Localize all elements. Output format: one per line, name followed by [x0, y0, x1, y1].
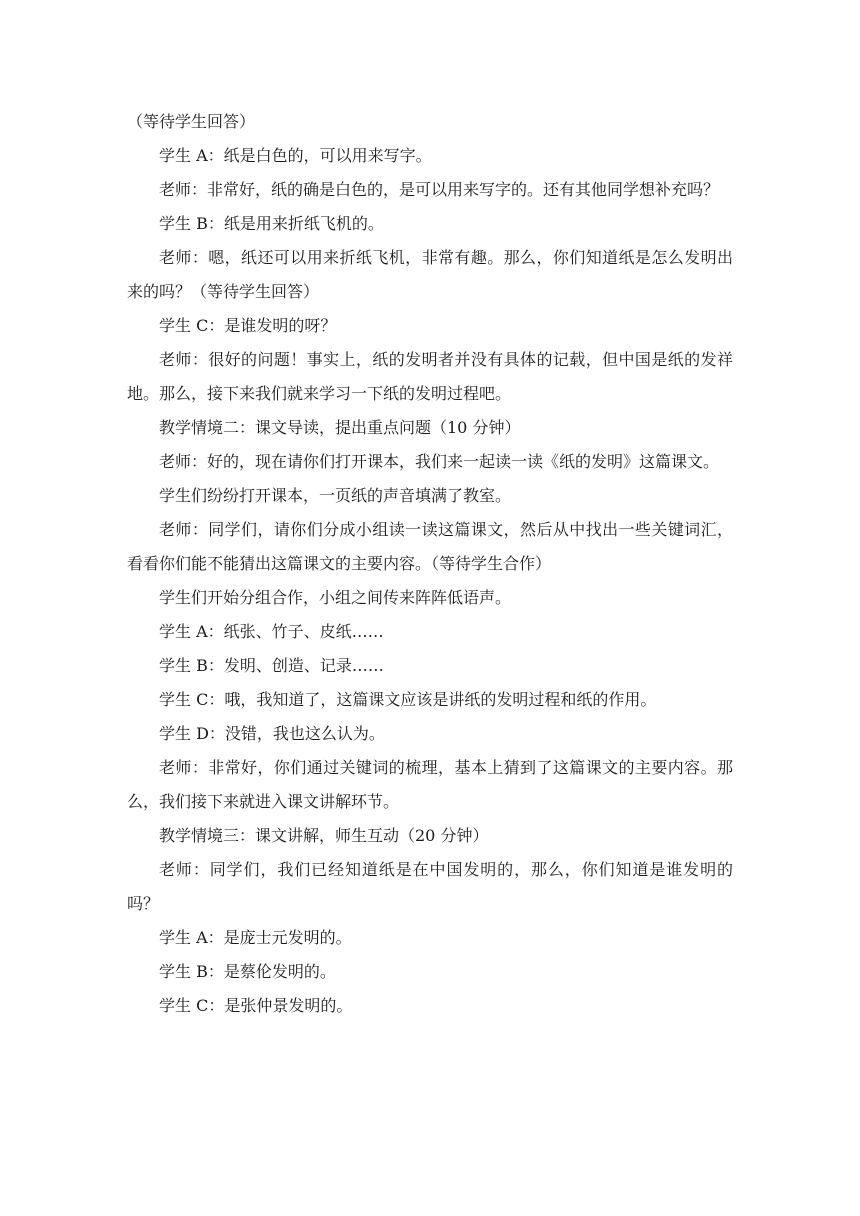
paragraph: 老师：很好的问题！事实上，纸的发明者并没有具体的记载，但中国是纸的发祥地。那么，接下来我们就来学习一下纸的发明过程吧。: [127, 350, 733, 403]
paragraph: 学生们纷纷打开课本，一页纸的声音填满了教室。: [159, 486, 512, 505]
paragraph: 老师：嗯，纸还可以用来折纸飞机，非常有趣。那么，你们知道纸是怎么发明出来的吗？（等待学生回答）: [127, 248, 733, 301]
paragraph: 学生 A：纸是白色的，可以用来写字。: [159, 146, 432, 165]
section-heading: 教学情境三：课文讲解，师生互动（20 分钟）: [159, 826, 489, 845]
paragraph: 老师：非常好，你们通过关键词的梳理，基本上猜到了这篇课文的主要内容。那么，我们接下来就进入课文讲解环节。: [127, 758, 733, 811]
document-body: [127, 105, 733, 1023]
paragraph: 老师：同学们，我们已经知道纸是在中国发明的，那么，你们知道是谁发明的吗？: [127, 860, 733, 913]
paragraph: 老师：同学们，请你们分成小组读一读这篇课文，然后从中找出一些关键词汇，看看你们能不能猜出这篇课文的主要内容。（等待学生合作）: [127, 520, 733, 573]
paragraph: 学生 B：是蔡伦发明的。: [159, 962, 336, 981]
paragraph: 老师：好的，现在请你们打开课本，我们来一起读一读《纸的发明》这篇课文。: [159, 452, 720, 471]
paragraph: 学生 A：纸张、竹子、皮纸……: [159, 622, 384, 641]
paragraph: 学生 B：发明、创造、记录……: [159, 656, 384, 675]
paragraph: （等待学生回答）: [127, 112, 256, 131]
paragraph: 学生 D：没错，我也这么认为。: [159, 724, 385, 743]
paragraph: 学生们开始分组合作，小组之间传来阵阵低语声。: [159, 588, 512, 607]
paragraph: 学生 C：是张仲景发明的。: [159, 996, 353, 1015]
paragraph: 学生 C：是谁发明的呀？: [159, 316, 337, 335]
paragraph: 学生 C：哦，我知道了，这篇课文应该是讲纸的发明过程和纸的作用。: [159, 690, 657, 709]
paragraph: 老师：非常好，纸的确是白色的，是可以用来写字的。还有其他同学想补充吗？: [159, 180, 720, 199]
paragraph: 学生 A：是庞士元发明的。: [159, 928, 352, 947]
section-heading: 教学情境二：课文导读，提出重点问题（10 分钟）: [159, 418, 521, 437]
paragraph: 学生 B：纸是用来折纸飞机的。: [159, 214, 384, 233]
